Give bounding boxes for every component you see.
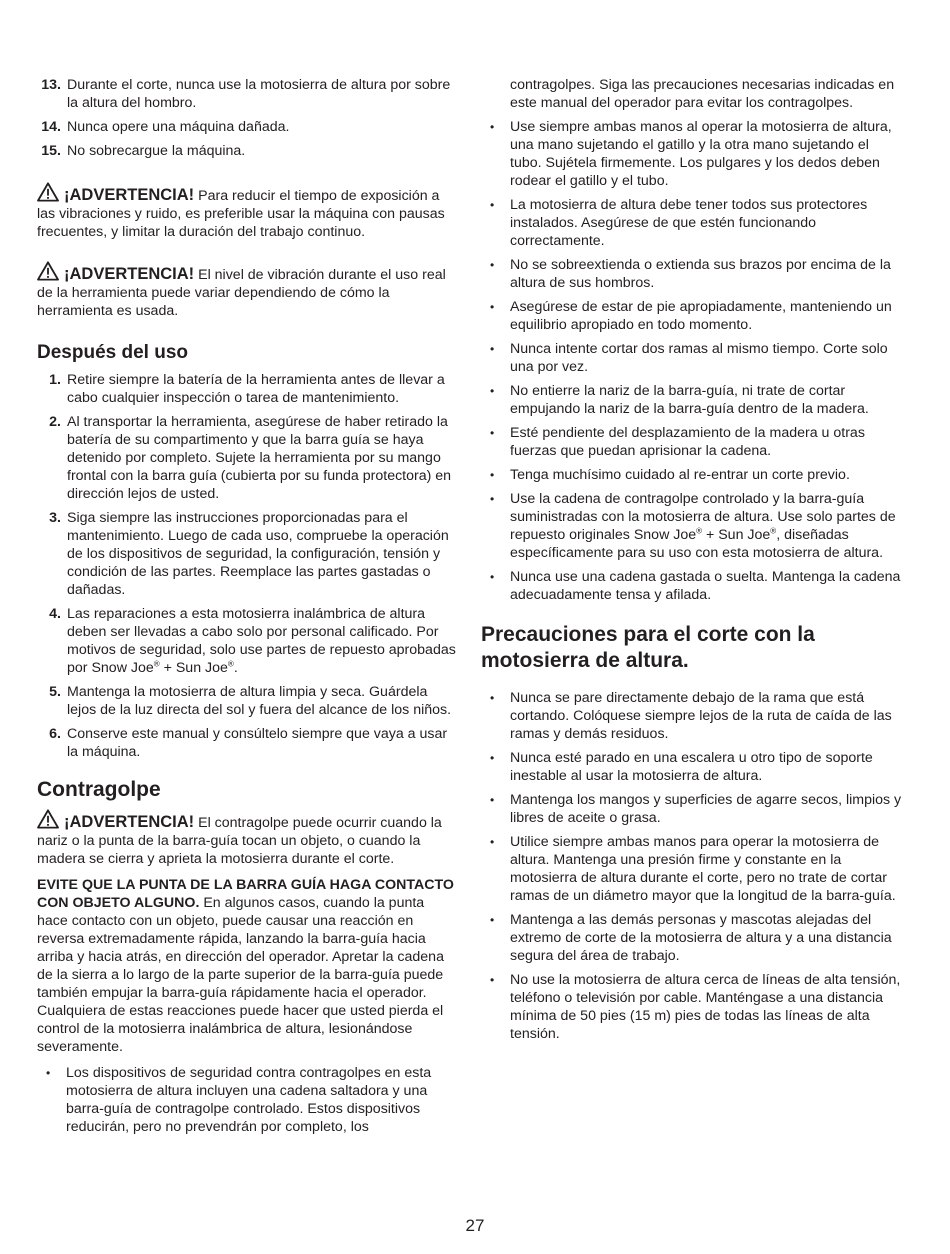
left-column (37, 76, 457, 1142)
list-item: 5. Mantenga la motosierra de altura limpia y seca. Guárdela lejos de la luz directa del sol y fuera del alcance de los niños. (49, 684, 452, 718)
top-numbered-list (37, 76, 457, 160)
list-item: • Mantenga los mangos y superficies de agarre secos, limpios y libres de aceite o grasa. (481, 791, 902, 827)
list-item: 3. Siga siempre las instrucciones proporcionadas para el mantenimiento. Luego de cada uso, compruebe la operación de los dispositivos de seguridad, la configuración, tensión y condición de las partes. Reemplace las partes gastadas o dañadas. (49, 510, 449, 598)
kickback-paragraph: EVITE QUE LA PUNTA DE LA BARRA GUÍA HAGA CONTACTO CON OBJETO ALGUNO. En algunos casos, cuando la punta hace contacto con un objeto, puede causar una reacción en reversa extremadamente rápida, lanzando la barra-guía hacia arriba y hacia atrás, en dirección del operador. Apretar la cadena de la sierra a lo largo de la parte superior de la barra-guía puede también empujar la barra-guía rápidamente hacia el operador. Cualquiera de estas reacciones puede hacer que usted pierda el control de la motosierra inalámbrica de altura, lesionándose severamente. (37, 877, 454, 1055)
list-item: • Nunca esté parado en una escalera u otro tipo de soporte inestable al usar la motosierra de altura. (481, 749, 902, 785)
list-item: • Asegúrese de estar de pie apropiadamente, manteniendo un equilibrio apropiado en todo momento. (481, 298, 902, 334)
after-use-heading: Después del uso (37, 342, 188, 363)
warning-vibration-exposure: ¡ADVERTENCIA! Para reducir el tiempo de exposición a las vibraciones y ruido, es preferible usar la máquina con pausas frecuentes, y limitar la duración del trabajo continuo. (37, 182, 457, 241)
list-item: 15. No sobrecargue la máquina. (41, 143, 246, 159)
list-item: • Use siempre ambas manos al operar la motosierra de altura, una mano sujetando el gatillo y la otra mano sujetando el tubo. Sujétela firmemente. Los pulgares y los dedos deben rodear el gatillo y el tubo. (481, 118, 902, 190)
list-item: 6. Conserve este manual y consúltelo siempre que vaya a usar la máquina. (49, 726, 448, 760)
list-item: • Nunca use una cadena gastada o suelta. Mantenga la cadena adecuadamente tensa y afilada. (481, 568, 902, 604)
kickback-heading: Contragolpe (37, 778, 161, 801)
warning-vibration-level: ¡ADVERTENCIA! El nivel de vibración durante el uso real de la herramienta puede variar dependiendo de cómo la herramienta es usada. (37, 261, 457, 320)
warning-triangle-icon (37, 261, 59, 281)
list-item: • Esté pendiente del desplazamiento de la madera u otras fuerzas que puedan aprisionar la cadena. (481, 424, 902, 460)
list-item: • Mantenga a las demás personas y mascotas alejadas del extremo de corte de la motosierra de altura y a una distancia segura del área de trabajo. (481, 911, 902, 965)
after-use-list (37, 371, 457, 761)
list-item: 1. Retire siempre la batería de la herramienta antes de llevar a cabo cualquier inspección o tarea de mantenimiento. (49, 372, 445, 406)
kickback-continuation: contragolpes. Siga las precauciones necesarias indicadas en este manual del operador para evitar los contragolpes. (510, 77, 895, 111)
list-item: • La motosierra de altura debe tener todos sus protectores instalados. Asegúrese de que estén funcionando correctamente. (481, 196, 902, 250)
warning-triangle-icon (37, 182, 59, 202)
list-item: • No se sobreextienda o extienda sus brazos por encima de la altura de sus hombros. (481, 256, 902, 292)
list-item: 4. Las reparaciones a esta motosierra inalámbrica de altura deben ser llevadas a cabo solo por personal calificado. Por motivos de seguridad, solo use partes de repuesto aprobadas por Snow Joe® + Sun Joe®. (49, 606, 456, 676)
list-item: 13. Durante el corte, nunca use la motosierra de altura por sobre la altura del hombro. (41, 77, 451, 111)
list-item: 14. Nunca opere una máquina dañada. (41, 119, 290, 135)
list-item: • Utilice siempre ambas manos para operar la motosierra de altura. Mantenga una presión firme y constante en la motosierra de altura durante el corte, pero no trate de cortar ramas de un diámetro mayor que la longitud de la barra-guía. (481, 833, 902, 905)
kickback-bullets (37, 1064, 457, 1136)
list-item: • Los dispositivos de seguridad contra contragolpes en esta motosierra de altura incluyen una cadena saltadora y una barra-guía de contragolpe controlado. Estos dispositivos reducirán, pero no prevendrán por completo, los (37, 1064, 457, 1136)
right-column (481, 76, 902, 1049)
kickback-precaution-bullets (481, 118, 902, 604)
cutting-precautions-list (481, 689, 902, 1043)
list-item: 2. Al transportar la herramienta, asegúrese de haber retirado la batería de su compartimento y que la barra guía se haya detenido por completo. Sujete la herramienta por su mango frontal con la barra guía (cubierta por su funda protectora) en dirección lejos de usted. (49, 414, 452, 502)
list-item: • Tenga muchísimo cuidado al re-entrar un corte previo. (481, 466, 902, 484)
list-item: • Nunca se pare directamente debajo de la rama que está cortando. Colóquese siempre lejos de la ruta de caída de las ramas y demás residuos. (481, 689, 902, 743)
warning-kickback: ¡ADVERTENCIA! El contragolpe puede ocurrir cuando la nariz o la punta de la barra-guía tocan un objeto, o cuando la madera se cierra y aprieta la motosierra durante el corte. (37, 809, 457, 868)
list-item: • Use la cadena de contragolpe controlado y la barra-guía suministradas con la motosierra de altura. Use solo partes de repuesto originales Snow Joe® + Sun Joe®, diseñadas específicamente para su uso con esta motosierra de altura. (481, 490, 902, 562)
list-item: • Nunca intente cortar dos ramas al mismo tiempo. Corte solo una por vez. (481, 340, 902, 376)
cutting-precautions-heading: Precauciones para el corte con la motosierra de altura. (481, 623, 815, 672)
list-item: • No entierre la nariz de la barra-guía, ni trate de cortar empujando la nariz de la barra-guía dentro de la madera. (481, 382, 902, 418)
warning-triangle-icon (37, 809, 59, 829)
page-number: 27 (465, 1216, 485, 1235)
list-item: • No use la motosierra de altura cerca de líneas de alta tensión, teléfono o televisión por cable. Manténgase a una distancia mínima de 50 pies (15 m) pies de todas las líneas de alta tensión. (481, 971, 902, 1043)
